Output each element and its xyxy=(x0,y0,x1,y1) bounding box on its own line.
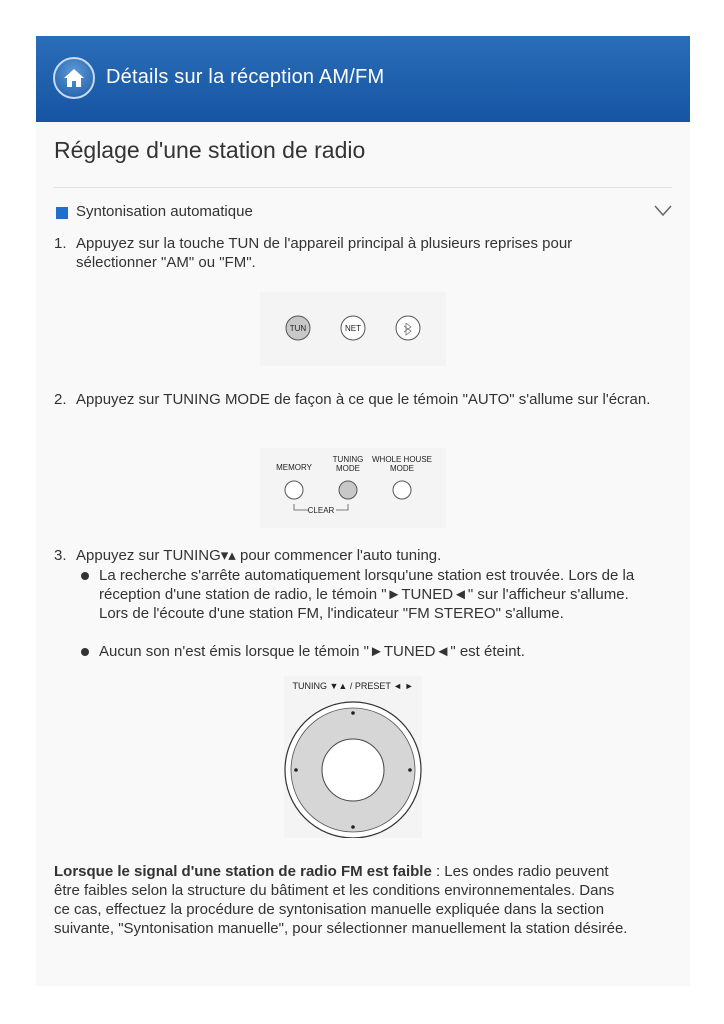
tuning-mode-button xyxy=(339,481,357,499)
bluetooth-button xyxy=(396,316,420,340)
figure-tuning-mode-buttons xyxy=(260,448,446,528)
bullet-dot xyxy=(81,572,89,580)
whole-house-label-1: WHOLE HOUSE xyxy=(371,455,433,464)
step-text: Appuyez sur TUNING MODE de façon à ce que le témoin "AUTO" s'allume sur l'écran. xyxy=(76,391,651,408)
note-text: : Les ondes radio peuvent être faibles selon la structure du bâtiment et les conditions environnementales. Dans ce cas, effectuez la procédure de syntonisation manuelle expliquée dans la section suivante, "Syntonisation manuelle", pour sélectionner manuellement la station désirée. xyxy=(54,863,628,937)
step-number: 3. xyxy=(54,547,67,564)
chevron-down-icon[interactable] xyxy=(654,205,672,217)
dial-center-button xyxy=(322,739,384,801)
figure-front-buttons xyxy=(260,292,446,366)
memory-label: MEMORY xyxy=(276,463,312,472)
net-button-label: NET xyxy=(345,324,361,333)
header-banner xyxy=(36,36,690,122)
page-title: Réglage d'une station de radio xyxy=(54,137,366,163)
section-header[interactable] xyxy=(54,203,654,223)
dial-dot-right xyxy=(408,768,412,772)
note-bold: Lorsque le signal d'une station de radio FM est faible xyxy=(54,863,432,880)
step-text: Appuyez sur TUNING▾▴ pour commencer l'auto tuning. xyxy=(76,547,442,564)
step-text: Appuyez sur la touche TUN de l'appareil principal à plusieurs reprises pour sélectionner "AM" ou "FM". xyxy=(76,235,573,271)
dial-dot-top xyxy=(351,711,355,715)
step-number: 1. xyxy=(54,235,67,252)
dial-dot-left xyxy=(294,768,298,772)
note-paragraph xyxy=(54,862,634,938)
tuning-mode-label-2: MODE xyxy=(336,464,360,473)
step-number: 2. xyxy=(54,391,67,408)
clear-bracket-right xyxy=(336,504,348,510)
home-icon xyxy=(62,66,86,90)
bullet-dot xyxy=(81,648,89,656)
section-square-icon xyxy=(56,207,68,219)
bullet-text: La recherche s'arrête automatiquement lorsqu'une station est trouvée. Lors de la réception d'une station de radio, le témoin "►TUNED◄" sur l'afficheur s'allume. Lors de l'écoute d'une station FM, l'indicateur "FM STEREO" s'allume. xyxy=(99,567,635,622)
bullet-text: Aucun son n'est émis lorsque le témoin "►TUNED◄" est éteint. xyxy=(99,643,525,660)
clear-label: CLEAR xyxy=(307,506,335,515)
home-button[interactable] xyxy=(53,57,95,99)
dial-dot-bottom xyxy=(351,825,355,829)
tuning-mode-label-1: TUNING xyxy=(332,455,364,464)
whole-house-label-2: MODE xyxy=(390,464,414,473)
clear-bracket-left xyxy=(294,504,308,510)
net-button xyxy=(341,316,365,340)
tun-button xyxy=(286,316,310,340)
tun-button-label: TUN xyxy=(289,324,307,333)
dial-label: TUNING ▼▲ / PRESET ◄ ► xyxy=(292,681,414,691)
figure-tuning-dial xyxy=(284,676,422,838)
page-content xyxy=(36,36,690,986)
divider xyxy=(54,187,672,188)
section-label: Syntonisation automatique xyxy=(76,203,253,220)
banner-title: Détails sur la réception AM/FM xyxy=(106,66,385,88)
whole-house-button xyxy=(393,481,411,499)
memory-button xyxy=(285,481,303,499)
